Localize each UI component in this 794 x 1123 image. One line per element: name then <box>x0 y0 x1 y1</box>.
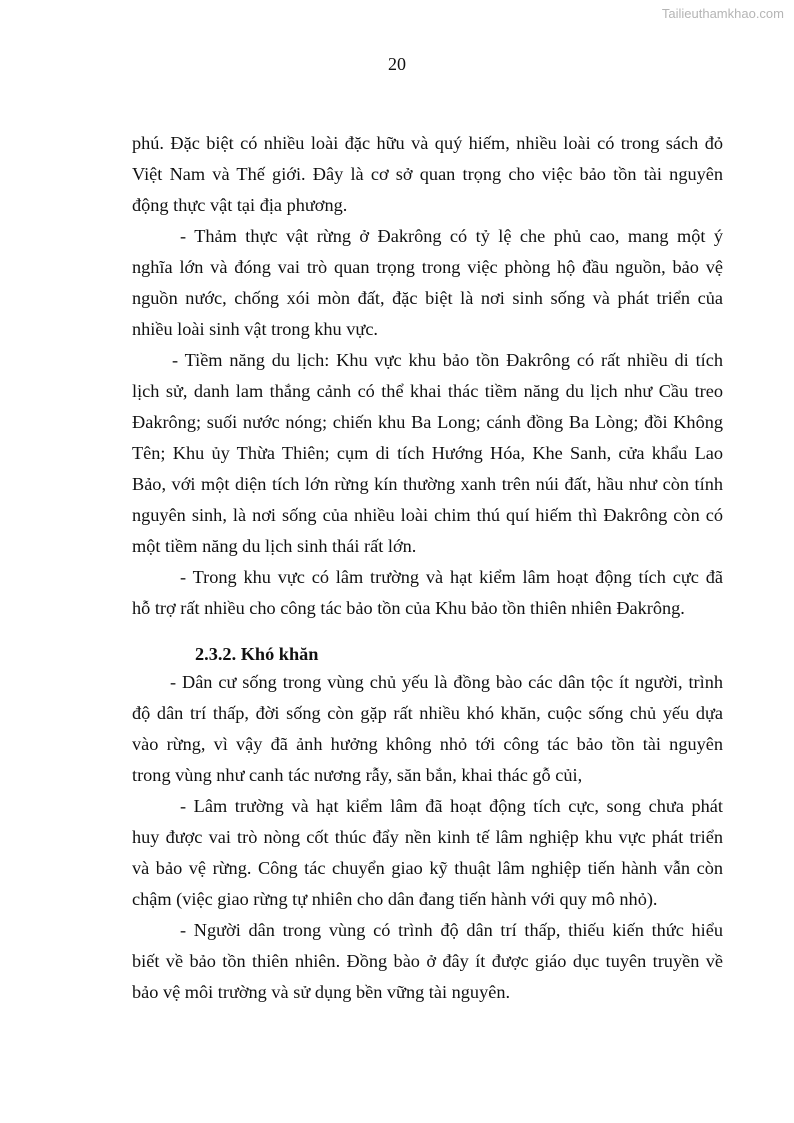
text-line: độ dân trí thấp, đời sống còn gặp rất nhiều khó khăn, cuộc sống chủ yếu dựa <box>132 703 723 723</box>
text-line: vào rừng, vì vậy đã ảnh hưởng không nhỏ tới công tác bảo tồn tài nguyên <box>132 734 723 754</box>
text-line: biết về bảo tồn thiên nhiên. Đồng bào ở đây ít được giáo dục tuyên truyền về <box>132 951 723 971</box>
text-line: - Người dân trong vùng có trình độ dân trí thấp, thiếu kiến thức hiểu <box>180 920 723 940</box>
text-line: chậm (việc giao rừng tự nhiên cho dân đang tiến hành với quy mô nhỏ). <box>132 889 658 909</box>
text-line: - Tiềm năng du lịch: Khu vực khu bảo tồn Đakrông có rất nhiều di tích <box>172 350 723 370</box>
paragraph <box>132 128 723 221</box>
text-line: - Lâm trường và hạt kiểm lâm đã hoạt động tích cực, song chưa phát <box>180 796 723 816</box>
text-line: Bảo, với một diện tích lớn rừng kín thường xanh trên núi đất, hầu như còn tính <box>132 474 723 494</box>
text-line: động thực vật tại địa phương. <box>132 195 348 215</box>
text-line: - Thảm thực vật rừng ở Đakrông có tỷ lệ che phủ cao, mang một ý <box>180 226 723 246</box>
watermark: Tailieuthamkhao.com <box>661 6 784 21</box>
text-line: lịch sử, danh lam thắng cảnh có thể khai thác tiềm năng du lịch như Cầu treo <box>132 381 723 401</box>
text-line: huy được vai trò nòng cốt thúc đẩy nền kinh tế lâm nghiệp khu vực phát triển <box>132 827 723 847</box>
text-line: - Dân cư sống trong vùng chủ yếu là đồng bào các dân tộc ít người, trình <box>170 672 723 692</box>
text-line: phú. Đặc biệt có nhiều loài đặc hữu và quý hiếm, nhiều loài có trong sách đỏ <box>132 133 723 153</box>
text-line: bảo vệ môi trường và sử dụng bền vững tài nguyên. <box>132 982 511 1002</box>
text-line: - Trong khu vực có lâm trường và hạt kiểm lâm hoạt động tích cực đã <box>180 567 723 587</box>
text-line: và bảo vệ rừng. Công tác chuyển giao kỹ thuật lâm nghiệp tiến hành vẫn còn <box>132 858 723 878</box>
document-body <box>132 128 723 1008</box>
paragraph <box>132 915 723 1008</box>
paragraph <box>132 667 723 791</box>
section-heading: 2.3.2. Khó khăn <box>195 644 319 664</box>
text-line: Tên; Khu ủy Thừa Thiên; cụm di tích Hướng Hóa, Khe Sanh, cửa khẩu Lao <box>132 443 723 463</box>
paragraph <box>132 221 723 345</box>
text-line: nguyên sinh, là nơi sống của nhiều loài chim thú quí hiếm thì Đakrông còn có <box>132 505 723 525</box>
text-line: nghĩa lớn và đóng vai trò quan trọng trong việc phòng hộ đầu nguồn, bảo vệ <box>132 257 723 277</box>
text-line: nguồn nước, chống xói mòn đất, đặc biệt là nơi sinh sống và phát triển của <box>132 288 723 308</box>
text-line: một tiềm năng du lịch sinh thái rất lớn. <box>132 536 417 556</box>
page-number: 20 <box>388 54 406 74</box>
text-line: hỗ trợ rất nhiều cho công tác bảo tồn của Khu bảo tồn thiên nhiên Đakrông. <box>132 598 685 618</box>
text-line: Đakrông; suối nước nóng; chiến khu Ba Long; cánh đồng Ba Lòng; đồi Không <box>132 412 723 432</box>
text-line: Việt Nam và Thế giới. Đây là cơ sở quan trọng cho việc bảo tồn tài nguyên <box>132 164 723 184</box>
text-line: nhiều loài sinh vật trong khu vực. <box>132 319 379 339</box>
text-line: trong vùng như canh tác nương rẫy, săn bắn, khai thác gỗ củi, <box>132 765 583 785</box>
paragraph <box>132 791 723 915</box>
paragraph <box>132 345 723 562</box>
paragraph <box>132 562 723 624</box>
